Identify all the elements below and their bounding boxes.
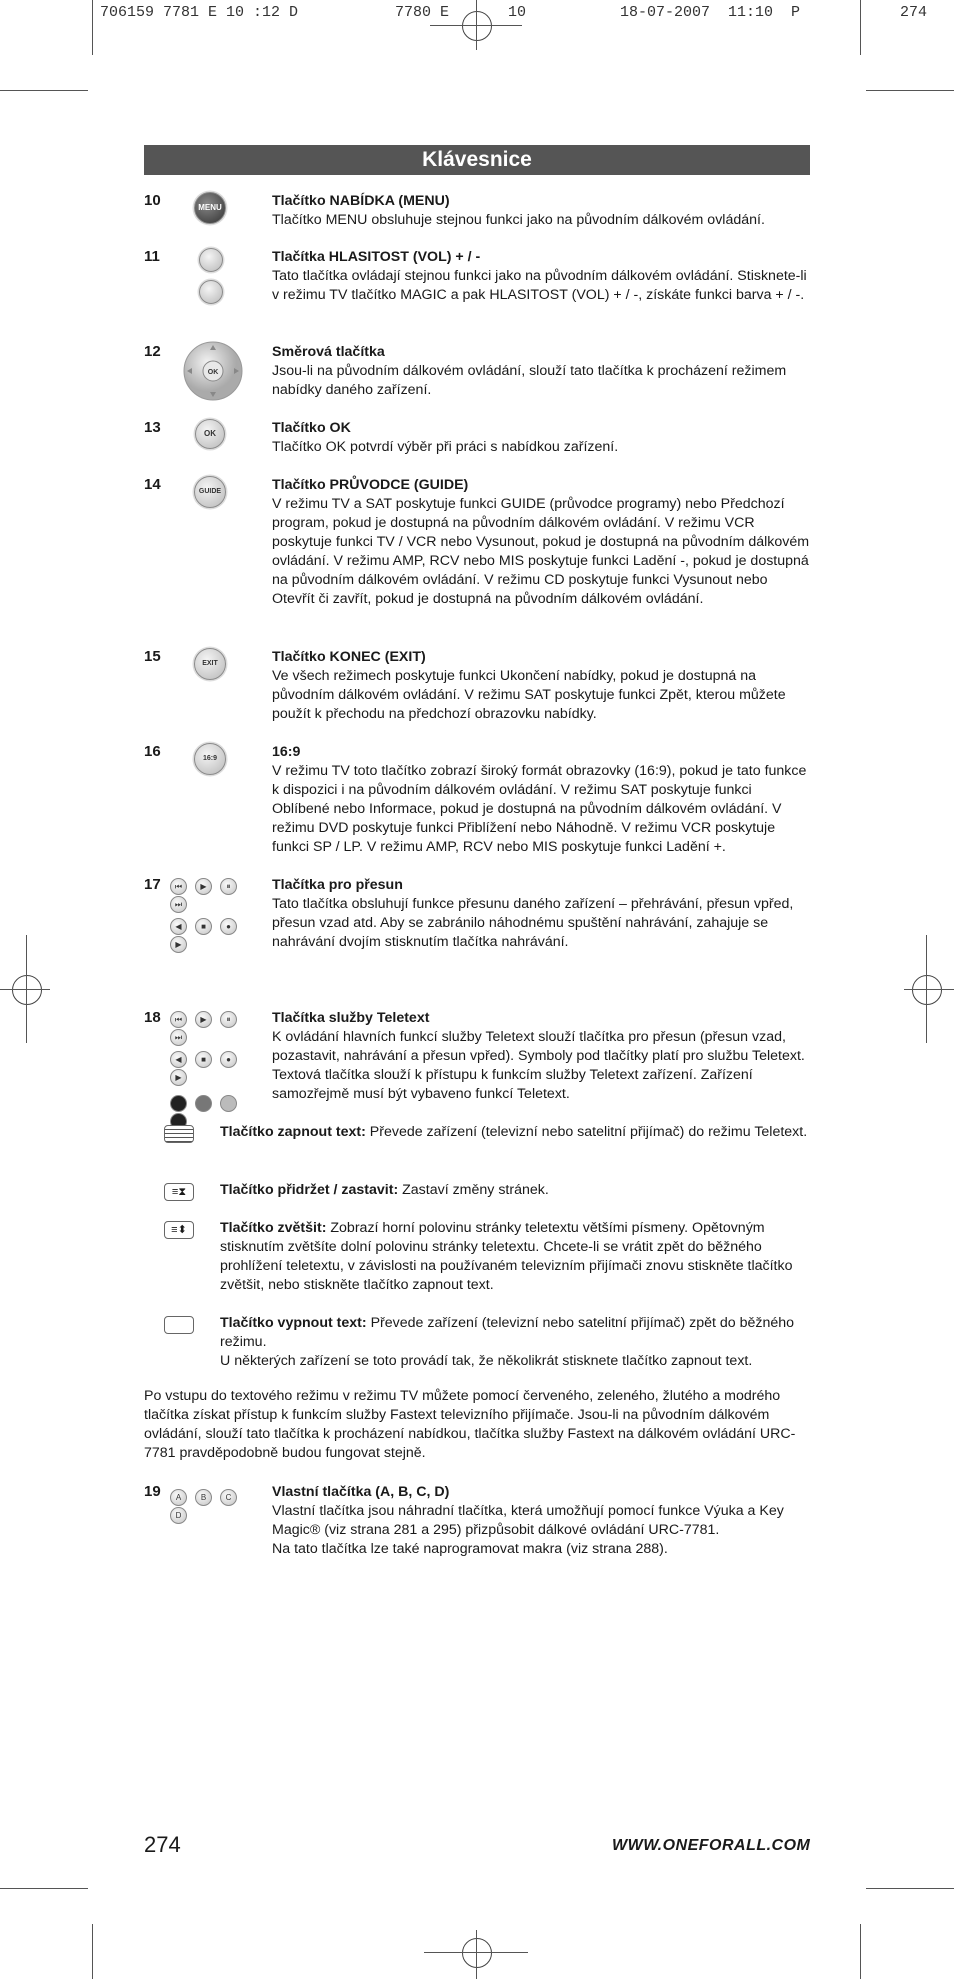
item-body xyxy=(272,648,812,724)
dpad-ok-label: OK xyxy=(207,369,219,376)
item-text: Tato tlačítka ovládají stejnou funkci jako na původním dálkovém ovládání. Stisknete-li v režimu TV tlačítko MAGIC a pak HLASITOST (VOL) + / -, získáte funkci barva + / -. xyxy=(272,268,807,303)
item-text-2: Na tato tlačítka lze také naprogramovat makra (viz strana 288). xyxy=(272,1541,668,1557)
slug-date: 18-07-2007 11:10 P xyxy=(620,4,801,21)
item-heading: Tlačítko PRŮVODCE (GUIDE) xyxy=(272,477,469,493)
transport-buttons-icon: ⏮ ▶ ⏸⏭ ◀ ■ ●▶ xyxy=(170,878,250,954)
exit-button-icon: EXIT xyxy=(184,648,264,680)
page-number: 274 xyxy=(144,1832,181,1857)
teletext-text: Převede zařízení (televizní nebo satelitní přijímač) do režimu Teletext. xyxy=(365,1124,808,1140)
item-number: 12 xyxy=(144,343,161,360)
item-body xyxy=(272,476,812,609)
item-heading: Tlačítko KONEC (EXIT) xyxy=(272,649,426,665)
crop-mark xyxy=(92,1924,93,1979)
item-number: 15 xyxy=(144,648,161,665)
registration-line xyxy=(904,989,954,990)
fastext-paragraph: Po vstupu do textového režimu v režimu TV můžete pomocí červeného, zeleného, žlutého a modrého tlačítka získat přístup k funkcím služby Fastext televizního přijímače. Jsou-li na původním dálkovém ovládání, slouží tato tlačítka k procházení nabídkou, tlačítka služby Fastext na dálkovém ovládání URC-7781 pravděpodobně budou fungovat stejně. xyxy=(144,1388,796,1461)
item-body xyxy=(272,343,812,400)
crop-mark xyxy=(92,0,93,55)
item-number: 17 xyxy=(144,876,161,893)
crop-mark xyxy=(866,90,954,91)
item-heading: Tlačítka pro přesun xyxy=(272,877,403,893)
item-heading: Směrová tlačítka xyxy=(272,344,385,360)
teletext-text: Zastaví změny stránek. xyxy=(398,1182,549,1198)
section-title: Klávesnice xyxy=(144,145,810,175)
registration-line xyxy=(926,935,927,1043)
teletext-text: Zobrazí horní polovinu stránky teletextu většími písmeny. Opětovným stisknutím zvětšíte dolní polovinu stránky teletextu. Chcete-li se vrátit zpět do běžného prohlížení teletextu, v závislosti na používaném televizním přijímači znovu stiskněte tlačítko zvětšit, nebo stiskněte tlačítko zapnout text. xyxy=(220,1220,793,1293)
item-body xyxy=(272,876,812,952)
registration-mark xyxy=(912,975,942,1005)
crop-mark xyxy=(860,0,861,55)
item-text: Tlačítko MENU obsluhuje stejnou funkci jako na původním dálkovém ovládání. xyxy=(272,212,765,228)
registration-line xyxy=(476,1930,477,1979)
teletext-heading: Tlačítko vypnout text: xyxy=(220,1315,367,1331)
teletext-text: Převede zařízení (televizní nebo satelitní přijímač) zpět do běžného režimu. xyxy=(220,1315,795,1350)
crop-mark xyxy=(0,1888,88,1889)
teletext-heading: Tlačítko přidržet / zastavit: xyxy=(220,1182,399,1198)
item-body xyxy=(272,1483,812,1559)
guide-button-icon: GUIDE xyxy=(184,476,264,508)
crop-mark xyxy=(866,1888,954,1889)
hold-icon: ≡⧗ xyxy=(164,1183,194,1201)
item-body xyxy=(272,192,812,230)
text-on-icon xyxy=(164,1125,194,1143)
teletext-text-2: U některých zařízení se toto provádí tak, že několikrát stisknete tlačítko zapnout text. xyxy=(220,1353,753,1369)
slug-ref: 7780 E xyxy=(395,4,450,21)
item-number: 11 xyxy=(144,248,160,265)
item-heading: 16:9 xyxy=(272,744,301,760)
item-text: Tlačítko OK potvrdí výběr při práci s nabídkou zařízení. xyxy=(272,439,619,455)
menu-button-icon: MENU xyxy=(184,192,264,224)
registration-line xyxy=(0,989,50,990)
item-number: 10 xyxy=(144,192,161,209)
item-number: 14 xyxy=(144,476,161,493)
volume-buttons-icon xyxy=(184,248,264,304)
registration-line xyxy=(26,935,27,1043)
registration-mark xyxy=(12,975,42,1005)
item-text: K ovládání hlavních funkcí služby Teletext slouží tlačítka pro přesun (přesun vzad, pozastavit, nahrávání a přesun vpřed). Symboly pod tlačítky platí pro službu Teletext. Textová tlačítka slouží k přístupu k funkcím služby Teletext zařízení. Zařízení samozřejmě musí být vybaveno funkcí Teletext. xyxy=(272,1029,805,1102)
registration-mark xyxy=(462,11,492,41)
item-text: Tato tlačítka obsluhují funkce přesunu daného zařízení – přehrávání, přesun vpřed, přesun vzad atd. Aby se zabránilo náhodnému spuštění nahrávání, zahajuje se nahrávání dvojím stisknutím tlačítka nahrávání. xyxy=(272,896,794,950)
item-body xyxy=(272,248,812,305)
item-text: V režimu TV a SAT poskytuje funkci GUIDE (průvodce programy) nebo Předchozí program, pokud je dostupná na původním dálkovém ovládání. V režimu VCR poskytuje funkci TV / VCR nebo Vysunout, pokud je dostupná na původním dálkovém ovládání. V režimu AMP, RCV nebo MIS poskytuje funkci Ladění -, pokud je dostupná na původním dálkovém ovládání. V režimu CD poskytuje funkci Vysunout nebo Otevřít či zavřít, pokud je dostupná na původním dálkovém ovládání. xyxy=(272,496,810,607)
slug-job: 706159 7781 E 10 :12 D xyxy=(100,4,299,21)
slug-page-ref: 10 xyxy=(508,4,527,21)
item-heading: Tlačítka služby Teletext xyxy=(272,1010,430,1026)
registration-line xyxy=(424,1952,528,1953)
item-heading: Tlačítko NABÍDKA (MENU) xyxy=(272,193,450,209)
teletext-heading: Tlačítko zvětšit: xyxy=(220,1220,327,1236)
item-body xyxy=(272,743,812,857)
item-heading: Vlastní tlačítka (A, B, C, D) xyxy=(272,1484,450,1500)
text-off-icon xyxy=(164,1316,194,1334)
item-number: 18 xyxy=(144,1009,161,1026)
item-body xyxy=(272,419,812,457)
custom-buttons-icon: A B CD xyxy=(170,1489,250,1525)
slug-page: 274 xyxy=(900,4,928,21)
crop-mark xyxy=(860,1924,861,1979)
website-link: WWW.ONEFORALL.COM xyxy=(612,1837,811,1854)
item-text: Jsou-li na původním dálkovém ovládání, slouží tato tlačítka k procházení režimem nabídky daného zařízení. xyxy=(272,363,787,398)
item-text: Vlastní tlačítka jsou náhradní tlačítka, která umožňují pomocí funkce Výuka a Key Magic® (viz strana 281 a 295) přizpůsobit dálkové ovládání URC-7781. xyxy=(272,1503,784,1538)
item-heading: Tlačítko OK xyxy=(272,420,351,436)
item-number: 13 xyxy=(144,419,161,436)
item-text: Ve všech režimech poskytuje funkci Ukončení nabídky, pokud je dostupná na původním dálkovém ovládání. V režimu SAT poskytuje funkci Zpět, kterou můžete použít k přechodu na předchozí obrazovku nabídky. xyxy=(272,668,786,722)
expand-icon: ≡⬍ xyxy=(164,1221,194,1239)
teletext-heading: Tlačítko zapnout text: xyxy=(220,1124,366,1140)
teletext-buttons-icon: ⏮ ▶ ⏸⏭ ◀ ■ ●▶ xyxy=(170,1011,250,1131)
aspect-button-icon: 16:9 xyxy=(184,743,264,775)
direction-pad-icon xyxy=(184,343,264,408)
crop-mark xyxy=(0,90,88,91)
item-number: 19 xyxy=(144,1483,161,1500)
item-body xyxy=(272,1009,812,1104)
print-slug xyxy=(100,4,940,106)
registration-mark xyxy=(462,1938,492,1968)
item-heading: Tlačítka HLASITOST (VOL) + / - xyxy=(272,249,481,265)
registration-line xyxy=(430,25,522,26)
item-text: V režimu TV toto tlačítko zobrazí široký formát obrazovky (16:9), pokud je tato funkce k dispozici i na původním dálkovém ovládání. V režimu SAT poskytuje funkci Oblíbené nebo Informace, pokud je dostupná na původním dálkovém ovládání. V režimu DVD poskytuje funkci Přiblížení nebo Náhodně. V režimu VCR poskytuje funkci SP / LP. V režimu AMP, RCV nebo MIS poskytuje funkci Ladění +. xyxy=(272,763,807,855)
item-number: 16 xyxy=(144,743,161,760)
ok-button-icon: OK xyxy=(184,419,264,449)
